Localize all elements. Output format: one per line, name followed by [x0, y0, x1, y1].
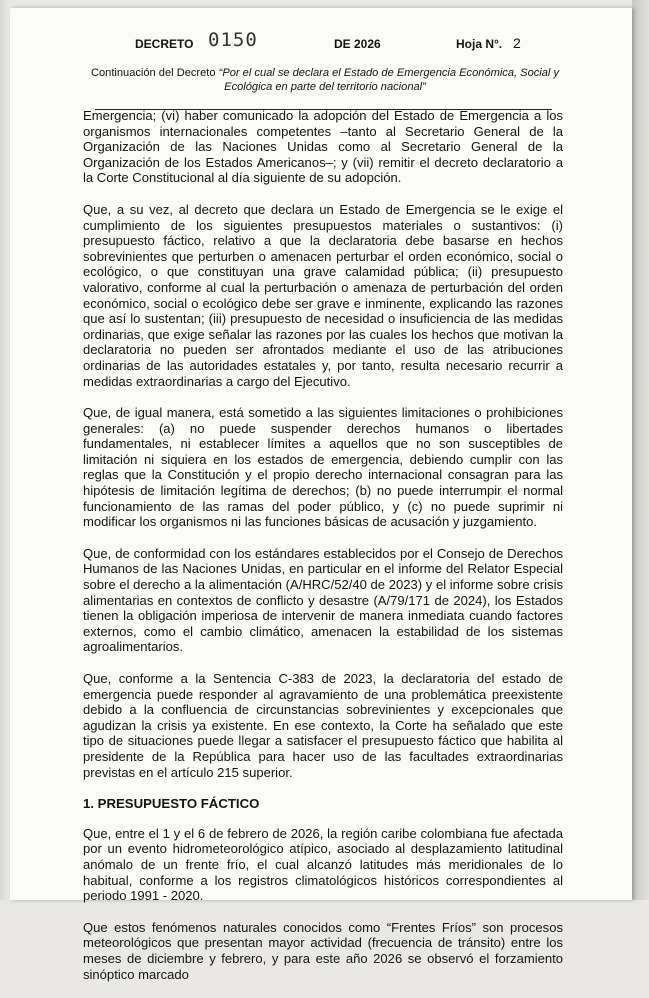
sheet-number: 2	[513, 35, 521, 51]
paragraph: Que, de conformidad con los estándares establecidos por el Consejo de Derechos Humanos de las Naciones Unidas, en particular en el informe del Relator Especial sobre el derecho a la alimentación (A/HRC/52/40 de 2023) y el informe sobre crisis alimentarias en contextos de conflicto y desastre (A/79/171 de 2024), los Estados tienen la obligación imperiosa de intervenir de manera inmediata cuando factores externos, como el cambio climático, amenacen la estabilidad de los sistemas agroalimentarios.	[83, 545, 563, 655]
paragraph: Que, a su vez, al decreto que declara un Estado de Emergencia se le exige el cumplimiento de los siguientes presupuestos materiales o sustantivos: (i) presupuesto fáctico, relativo a que la declaratoria debe basarse en hechos sobrevinientes que perturben o amenacen perturbar el orden económico, social o ecológico, o que constituyan una grave calamidad pública; (ii) presupuesto valorativo, conforme al cual la perturbación o amenaza de perturbación del orden económico, social o ecológico debe ser grave e inminente, explicando las razones que así lo sustentan; (iii) presupuesto de necesidad o insuficiencia de las medidas ordinarias, que exige señalar las razones por las cuales los hechos que motivan la declaratoria no pueden ser afrontados mediante el uso de las atribuciones ordinarias de las autoridades estatales y, por tanto, resulta necesario recurrir a medidas extraordinarias a cargo del Ejecutivo.	[83, 201, 563, 389]
scan-right-edge	[632, 0, 649, 900]
paragraph: Que, conforme a la Sentencia C-383 de 2023, la declaratoria del estado de emergencia puede responder al agravamiento de una problemática preexistente debido a la confluencia de circunstancias sobrevinientes y excepcionales que agudizan la crisis ya existente. En ese contexto, la Corte ha señalado que este tipo de situaciones puede llegar a satisfacer el presupuesto fáctico que habilita al presidente de la República para hacer uso de las facultades extraordinarias previstas en el artículo 215 superior.	[83, 671, 563, 780]
decree-year: DE 2026	[334, 37, 381, 51]
document-header	[10, 30, 632, 54]
paragraph: Emergencia; (vi) haber comunicado la adopción del Estado de Emergencia a los organismos internacionales competentes –tanto al Secretario General de la Organización de las Naciones Unidas como al Secretario General de la Organización de los Estados Americanos–; y (vii) remitir el decreto declaratorio a la Corte Constitucional al día siguiente de su adopción.	[83, 108, 563, 186]
continuation-prefix: Continuación del Decreto	[90, 67, 216, 79]
paragraph: Que, de igual manera, está sometido a las siguientes limitaciones o prohibiciones generales: (a) no puede suspender derechos humanos o libertades fundamentales, ni establecer límites a aquellos que no son susceptibles de limitación ni siquiera en los estados de emergencia, debiendo cumplir con las reglas que la Constitución y el propio derecho internacional consagran para las hipótesis de limitación legítima de derechos; (b) no puede interrumpir el normal funcionamiento de las ramas del poder público, y (c) no puede suprimir ni modificar los organismos ni las funciones básicas de acusación y juzgamiento.	[83, 405, 563, 530]
scan-left-edge	[0, 0, 10, 900]
paragraph: Que, entre el 1 y el 6 de febrero de 2026, la región caribe colombiana fue afectada por un evento hidrometeorológico atípico, asociado al desplazamiento latitudinal anómalo de un frente frío, el cual alcanzó latitudes más meridionales de lo habitual, conforme a los registros climatológicos históricos correspondientes al periodo 1991 - 2020.	[83, 825, 563, 904]
decree-title: “Por el cual se declara el Estado de Emergencia Económica, Social y Ecológica en parte del territorio nacional”	[218, 67, 560, 93]
continuation-line	[70, 66, 580, 94]
document-page	[10, 8, 632, 982]
section-heading: 1. PRESUPUESTO FÁCTICO	[83, 796, 260, 812]
document-body	[83, 108, 563, 998]
decree-number: 0150	[208, 29, 258, 51]
sheet-label: Hoja N°.	[456, 37, 503, 51]
paragraph: Que estos fenómenos naturales conocidos como “Frentes Fríos” son procesos meteorológicos que presentan mayor actividad (frecuencia de tránsito) entre los meses de diciembre y febrero, y para este año 2026 se observó el forzamiento sinóptico marcado	[83, 919, 563, 982]
decree-label: DECRETO	[135, 37, 194, 51]
